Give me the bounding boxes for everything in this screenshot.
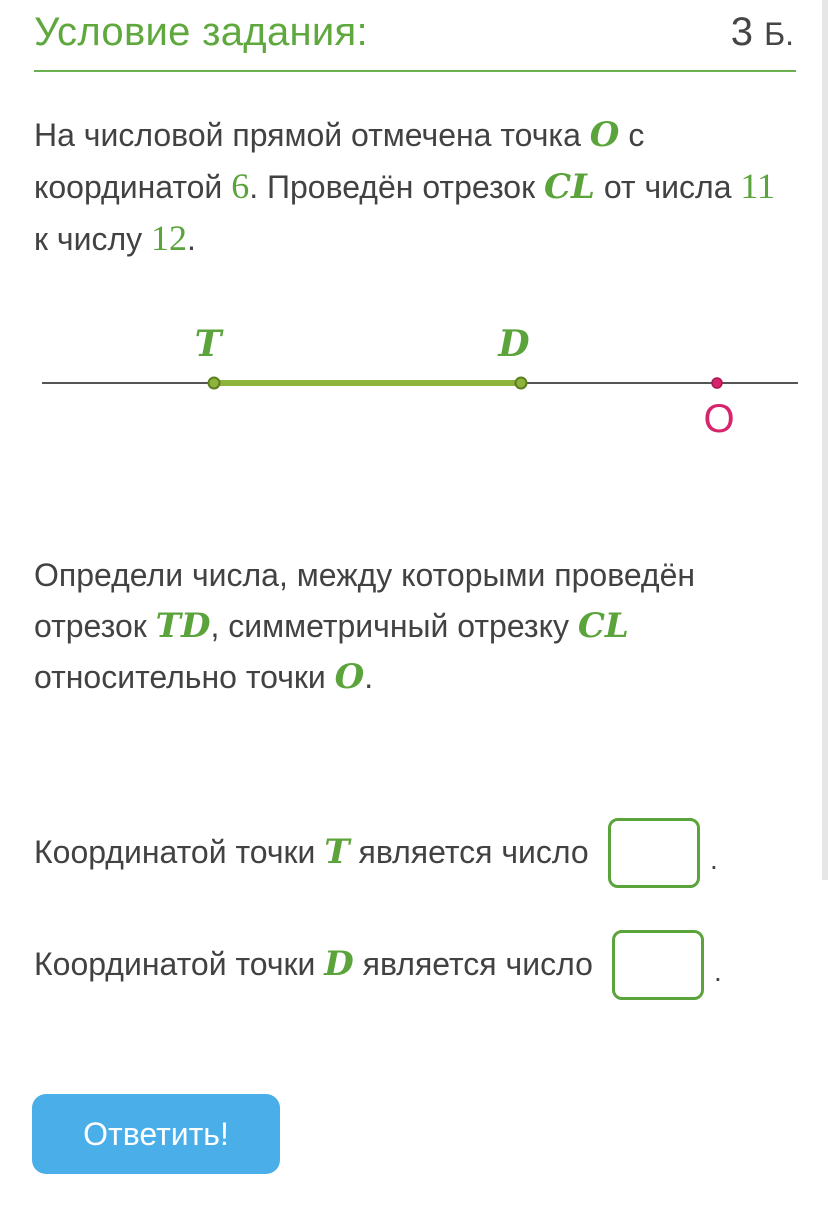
task-title: Условие задания: — [34, 10, 368, 54]
math-point-o: O — [589, 115, 620, 155]
problem-statement — [34, 110, 794, 265]
answer-text: является число — [349, 834, 589, 870]
scrollbar[interactable] — [822, 0, 828, 880]
point-d — [516, 378, 527, 389]
answer-text: Координатой точки — [34, 834, 325, 870]
question-text: Определи числа, между которыми проведён отрезок — [34, 557, 696, 644]
question-statement — [34, 550, 794, 703]
answer-period: . — [714, 956, 722, 987]
math-num-from: 11 — [740, 166, 776, 206]
answer-text: Координатой точки — [34, 946, 325, 982]
math-point-d: D — [324, 944, 354, 984]
question-text: , симметричный отрезку — [210, 608, 578, 644]
math-point-t: T — [324, 832, 350, 872]
answer-text: является число — [353, 946, 593, 982]
math-segment-cl: CL — [543, 167, 595, 207]
task-header — [34, 0, 796, 72]
question-text: относительно точки — [34, 659, 335, 695]
problem-text: . — [187, 221, 196, 257]
task-score — [731, 10, 794, 55]
label-o: O — [703, 397, 735, 441]
problem-text: с координатой — [34, 117, 645, 205]
problem-text: . Проведён отрезок — [249, 169, 544, 205]
score-value: 3 — [730, 10, 753, 54]
submit-button[interactable]: Ответить! — [32, 1094, 280, 1174]
problem-text: от числа — [594, 169, 741, 205]
label-d: D — [498, 323, 530, 365]
math-segment-cl: CL — [577, 606, 629, 646]
math-segment-td: TD — [155, 606, 211, 646]
point-o — [712, 378, 722, 388]
score-unit: Б. — [764, 16, 794, 52]
answer-label-t — [34, 832, 589, 872]
answer-period: . — [710, 844, 718, 875]
problem-text: На числовой прямой отмечена точка — [34, 117, 590, 153]
math-coord-o: 6 — [231, 166, 250, 206]
question-text: . — [364, 659, 374, 695]
answer-label-d — [34, 944, 593, 984]
answer-input-d[interactable] — [612, 930, 704, 1000]
problem-text: к числу — [34, 221, 151, 257]
number-line-figure — [40, 320, 800, 450]
math-point-o: O — [334, 657, 365, 697]
answer-input-t[interactable] — [608, 818, 700, 888]
point-t — [209, 378, 220, 389]
label-t: T — [194, 323, 222, 365]
math-num-to: 12 — [151, 218, 187, 258]
